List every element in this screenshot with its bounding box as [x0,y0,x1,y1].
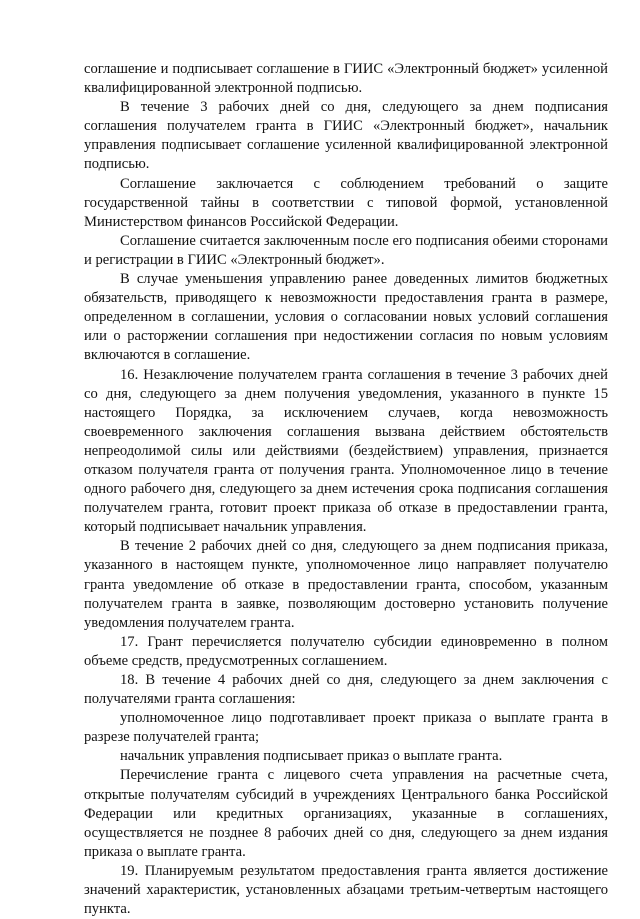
paragraph-12: Перечисление гранта с лицевого счета управления на расчетные счета, открытые получателям субсидий в учреждениях Центрального банка Российской Федерации или кредитных организациях, указанные в соглашениях, осуществляется не позднее 8 рабочих дней со дня, следующего за днем издания приказа о выплате гранта. [84,767,608,860]
paragraph-16: 16. Незаключение получателем гранта соглашения в течение 3 рабочих дней со дня, следующего за днем получения уведомления, указанного в пункте 15 настоящего Порядка, за исключением случаев, когда невозможность своевременного заключения соглашения вызвана действием обстоятельств непреодолимой силы или действиями (бездействием) управления, признается отказом получателя гранта от получения гранта. Уполномоченное лицо в течение одного рабочего дня, следующего за днем истечения срока подписания соглашения получателем гранта, готовит проект приказа об отказе в предоставлении гранта, который подписывает начальник управления. [84,366,608,536]
paragraph-2: В течение 3 рабочих дней со дня, следующего за днем подписания соглашения получателем гранта в ГИИС «Электронный бюджет», начальник управления подписывает соглашение усиленной квалифицированной электронной подписью. [84,99,608,173]
paragraph-3: Соглашение заключается с соблюдением требований о защите государственной тайны в соответствии с типовой формой, установленной Министерством финансов Российской Федерации. [84,175,608,230]
paragraph-11: начальник управления подписывает приказ о выплате гранта. [120,748,503,765]
paragraph-17: 17. Грант перечисляется получателю субсидии единовременно в полном объеме средств, предусмотренных соглашением. [84,633,608,669]
paragraph-7: В течение 2 рабочих дней со дня, следующего за днем подписания приказа, указанного в настоящем пункте, уполномоченное лицо направляет получателю гранта уведомление об отказе в предоставлении гранта, способом, указанным получателем гранта в заявке, позволяющим достоверно установить получение уведомления получателем гранта. [84,538,608,631]
paragraph-1: соглашение и подписывает соглашение в ГИИС «Электронный бюджет» усиленной квалифицированной электронной подписью. [84,61,608,97]
paragraph-18: 18. В течение 4 рабочих дней со дня, следующего за днем заключения с получателями гранта соглашения: [84,672,608,708]
paragraph-5: В случае уменьшения управлению ранее доведенных лимитов бюджетных обязательств, приводящего к невозможности предоставления гранта в размере, определенном в соглашении, условия о согласовании новых условий соглашения или о расторжении соглашения при недостижении согласия по новым условиям включаются в соглашение. [84,271,608,364]
paragraph-10: уполномоченное лицо подготавливает проект приказа о выплате гранта в разрезе получателей гранта; [84,710,608,746]
paragraph-4: Соглашение считается заключенным после его подписания обеими сторонами и регистрации в ГИИС «Электронный бюджет». [84,232,608,268]
document-page [84,60,608,919]
paragraph-19: 19. Планируемым результатом предоставления гранта является достижение значений характеристик, установленных абзацами третьим-четвертым настоящего пункта. [84,862,608,918]
